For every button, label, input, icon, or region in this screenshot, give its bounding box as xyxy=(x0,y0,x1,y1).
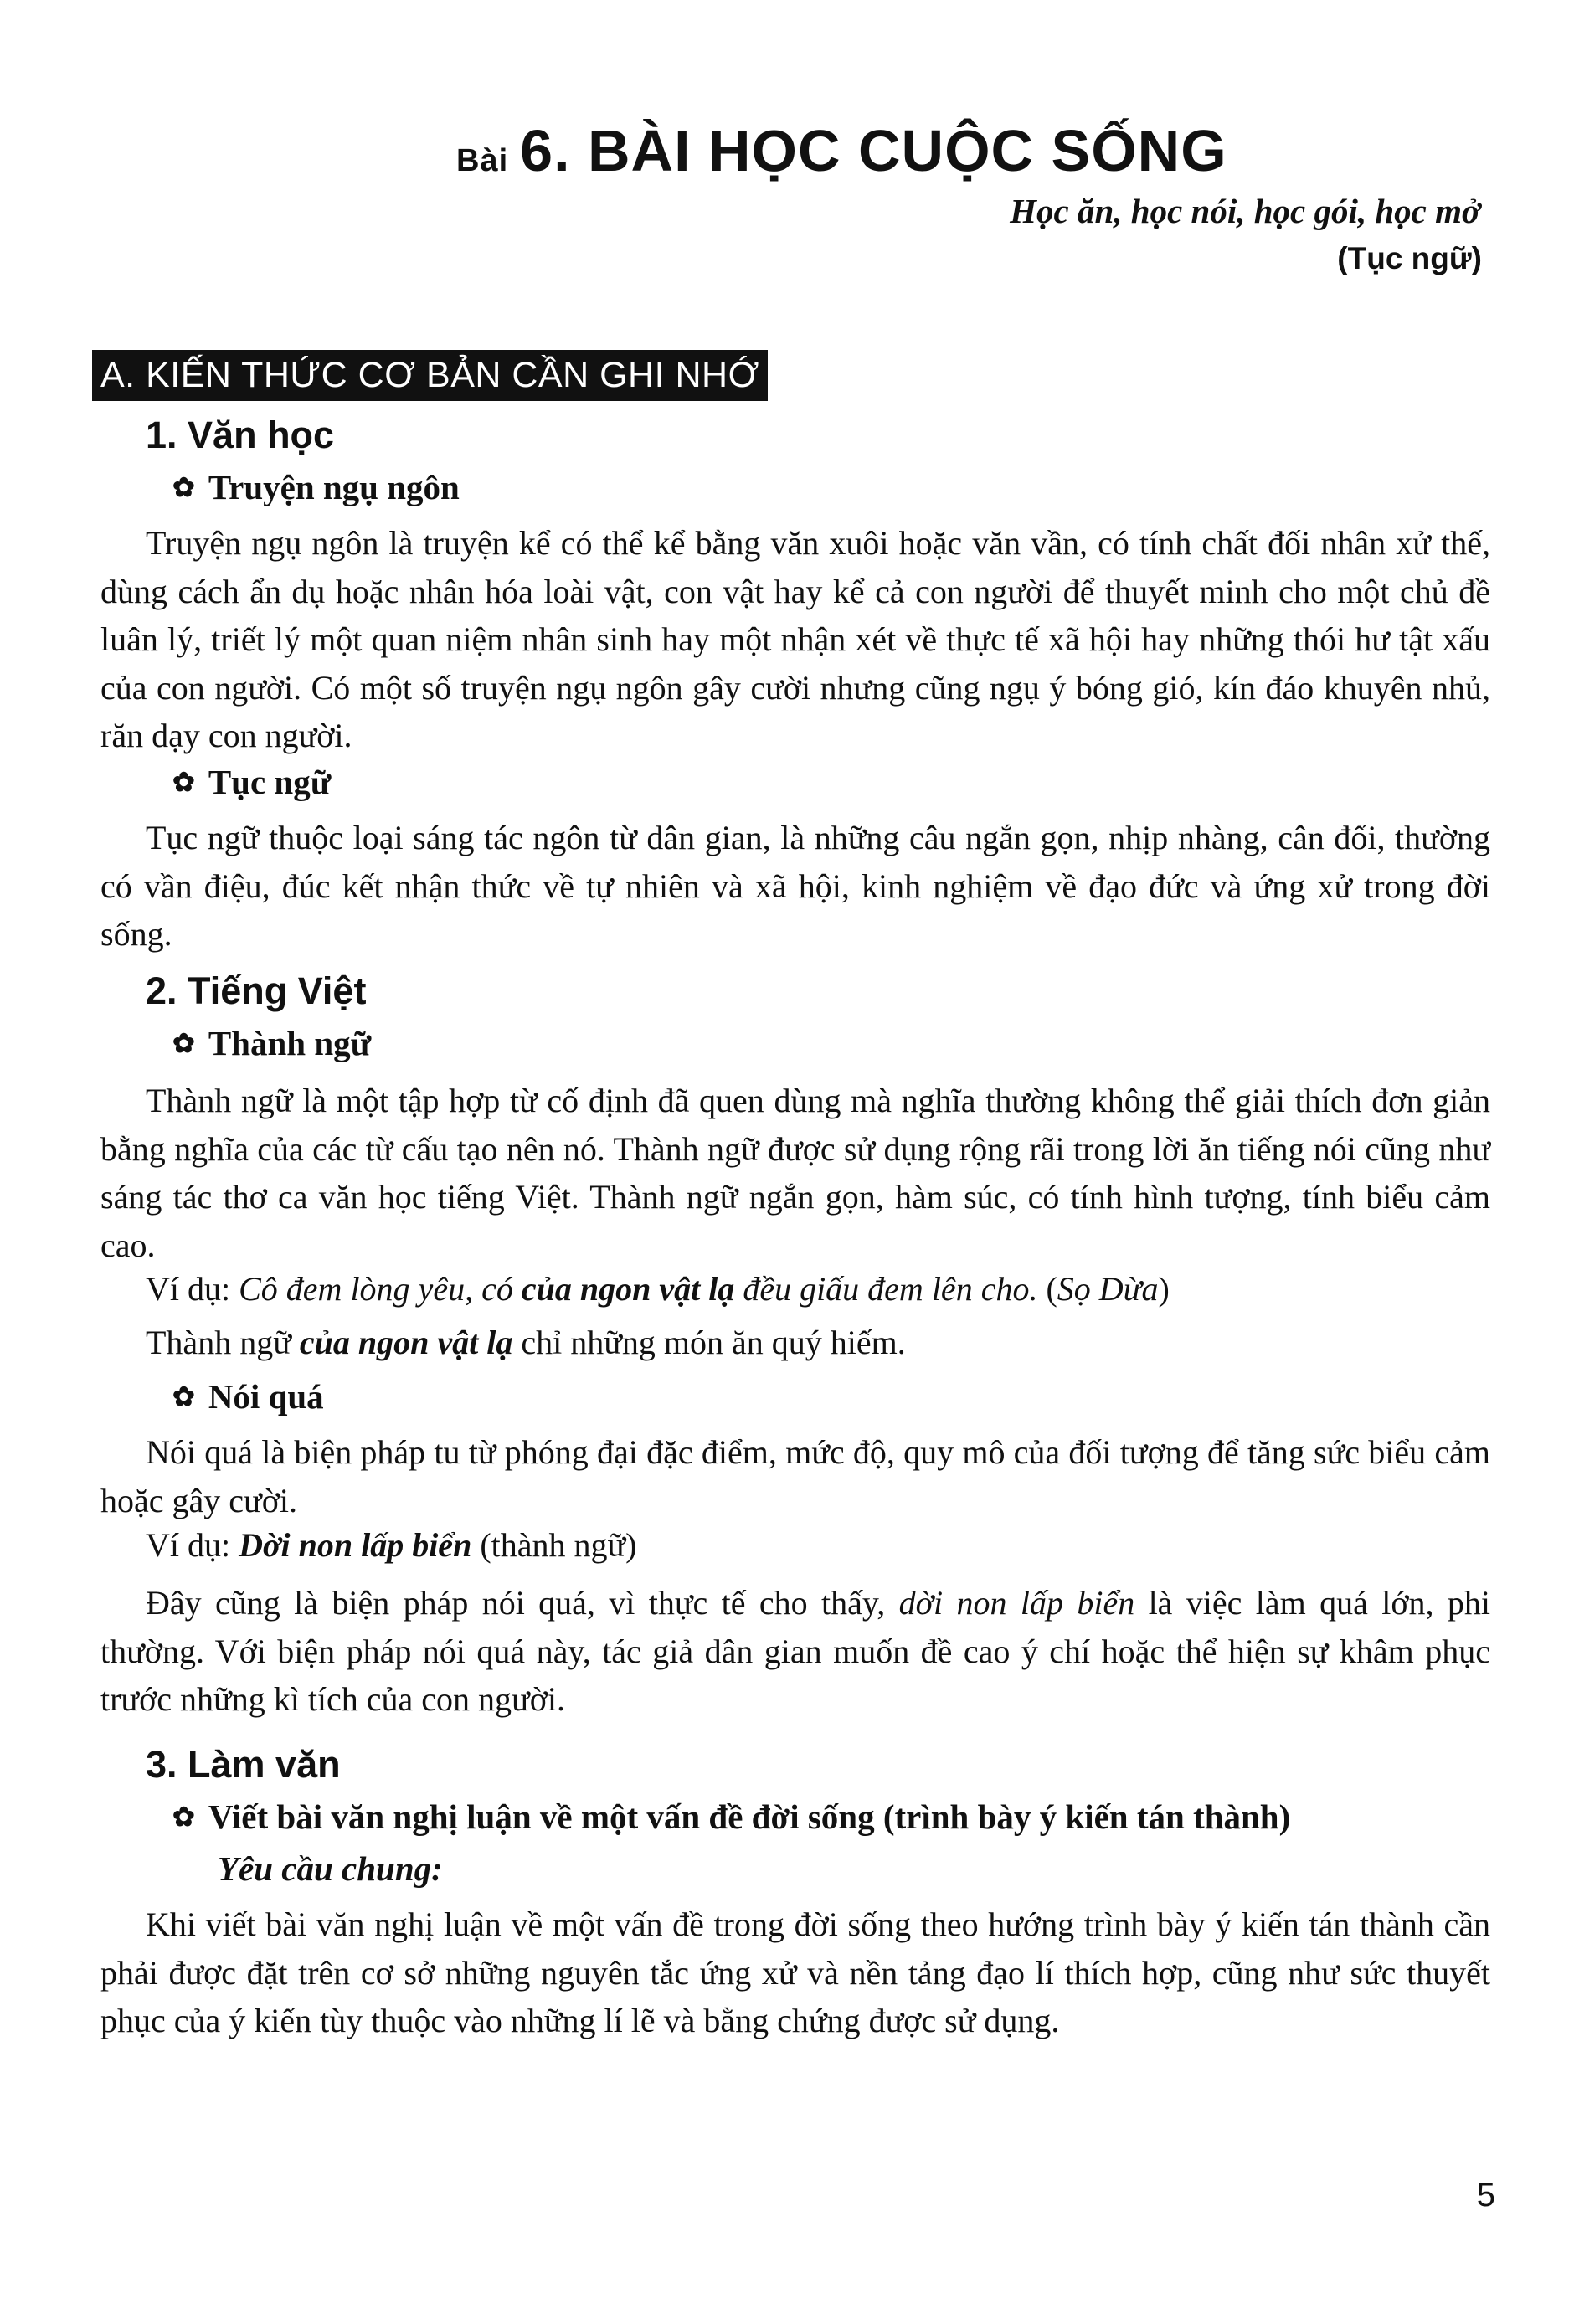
subheading-text: Nói quá xyxy=(208,1377,324,1416)
example-idiom: của ngon vật lạ xyxy=(521,1270,735,1308)
example-note: (thành ngữ) xyxy=(471,1526,637,1564)
paragraph-tuc-ngu: Tục ngữ thuộc loại sáng tác ngôn từ dân gian, là những câu ngắn gọn, nhịp nhàng, cân đối, thường có vần điệu, đúc kết nhận thức về tự nhiên và xã hội, kinh nghiệm về đạo đức và ứng xử trong đời sống. xyxy=(100,819,1490,953)
example-label: Ví dụ: xyxy=(146,1270,239,1308)
lesson-title-text: 6. BÀI HỌC CUỘC SỐNG xyxy=(520,118,1227,183)
subheading-truyen-ngu-ngon xyxy=(172,467,460,507)
heading-lam-van: 3. Làm văn xyxy=(146,1743,341,1786)
explain-idiom: của ngon vật lạ xyxy=(299,1324,513,1361)
flower-bullet-icon: ✿ xyxy=(172,1802,195,1832)
subheading-tuc-ngu xyxy=(172,762,331,802)
flower-bullet-icon: ✿ xyxy=(172,472,195,502)
example-text: đều giấu đem lên cho. xyxy=(734,1270,1038,1308)
flower-bullet-icon: ✿ xyxy=(172,767,195,797)
paren: ( xyxy=(1037,1270,1057,1308)
subheading-thanh-ngu xyxy=(172,1023,371,1063)
paren: ) xyxy=(1158,1270,1170,1308)
example-thanh-ngu xyxy=(146,1269,1170,1309)
explain-text: chỉ những món ăn quý hiếm. xyxy=(512,1324,906,1361)
paragraph-ngu-ngon: Truyện ngụ ngôn là truyện kể có thể kể bằng văn xuôi hoặc văn vần, có tính chất đối nhân xử thế, dùng cách ẩn dụ hoặc nhân hóa loài vật, con vật hay kể cả con người để thuyết minh cho một chủ đề luân lý, triết lý một quan niệm nhân sinh hay một nhận xét về thực tế xã hội hay những thói hư tật xấu của con người. Có một số truyện ngụ ngôn gây cười nhưng cũng ngụ ý bóng gió, kín đáo khuyên nhủ, răn dạy con người. xyxy=(100,524,1490,754)
heading-van-hoc: 1. Văn học xyxy=(146,414,335,456)
paragraph-noi-qua: Nói quá là biện pháp tu từ phóng đại đặc điểm, mức độ, quy mô của đối tượng để tăng sức biểu cảm hoặc gây cười. xyxy=(100,1433,1490,1519)
explain-text: Đây cũng là biện pháp nói quá, vì thực tế cho thấy, xyxy=(146,1584,899,1622)
example-source: Sọ Dừa xyxy=(1057,1270,1159,1308)
subheading-text: Viết bài văn nghị luận về một vấn đề đời sống (trình bày ý kiến tán thành) xyxy=(208,1797,1291,1836)
lesson-prefix: Bài xyxy=(456,143,509,178)
paragraph-noi-qua-explain xyxy=(100,1579,1490,1724)
subheading-text: Thành ngữ xyxy=(208,1024,372,1062)
paragraph-thanh-ngu: Thành ngữ là một tập hợp từ cố định đã quen dùng mà nghĩa thường không thể giải thích đơn giản bằng nghĩa của các từ cấu tạo nên nó. Thành ngữ được sử dụng rộng rãi trong lời ăn tiếng nói cũng như sáng tác thơ ca văn học tiếng Việt. Thành ngữ ngắn gọn, hàm súc, có tính hình tượng, tính biểu cảm cao. xyxy=(100,1082,1490,1264)
example-label: Ví dụ: xyxy=(146,1526,239,1564)
epigraph: Học ăn, học nói, học gói, học mở xyxy=(1010,192,1480,230)
subheading-noi-qua xyxy=(172,1376,324,1417)
section-a-banner: A. KIẾN THỨC CƠ BẢN CẦN GHI NHỚ xyxy=(92,350,768,401)
flower-bullet-icon: ✿ xyxy=(172,1028,195,1058)
page-number: 5 xyxy=(1476,2177,1495,2213)
lesson-title xyxy=(456,117,1227,184)
subheading-nghi-luan xyxy=(172,1797,1290,1837)
heading-tieng-viet: 2. Tiếng Việt xyxy=(146,969,367,1012)
explain-text: là việc làm quá lớn, phi thường. Với biện pháp nói quá này, tác giả dân gian muốn đề cao ý chí hoặc thể hiện sự khâm phục trước những kì tích của con người. xyxy=(100,1584,1490,1718)
paragraph-nghi-luan: Khi viết bài văn nghị luận về một vấn đề trong đời sống theo hướng trình bày ý kiến tán thành cần phải được đặt trên cơ sở những nguyên tắc ứng xử và nền tảng đạo lí thích hợp, cũng như sức thuyết phục của ý kiến tùy thuộc vào những lí lẽ và bằng chứng được sử dụng. xyxy=(100,1905,1490,2039)
example-noi-qua xyxy=(146,1525,637,1565)
epigraph-source: (Tục ngữ) xyxy=(1337,241,1482,275)
flower-bullet-icon: ✿ xyxy=(172,1381,195,1411)
subheading-yeu-cau-chung: Yêu cầu chung: xyxy=(218,1849,443,1888)
example-idiom: Dời non lấp biển xyxy=(239,1526,472,1564)
explain-idiom: dời non lấp biển xyxy=(898,1584,1135,1622)
example-text: Cô đem lòng yêu, có xyxy=(239,1270,522,1308)
explain-thanh-ngu xyxy=(146,1323,906,1362)
explain-text: Thành ngữ xyxy=(146,1324,300,1361)
subheading-text: Tục ngữ xyxy=(208,763,332,801)
subheading-text: Truyện ngụ ngôn xyxy=(208,468,460,506)
